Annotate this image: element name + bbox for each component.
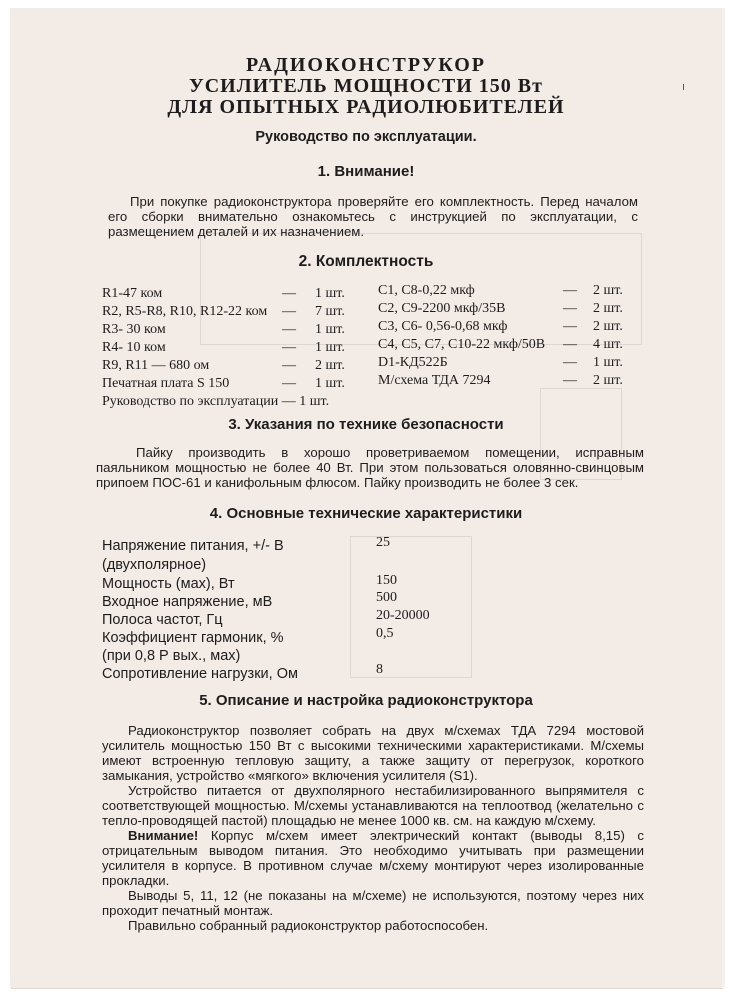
section-5-paragraph: Правильно собранный радиоконструктор работоспособен. bbox=[128, 918, 489, 933]
component-dash: — bbox=[563, 373, 577, 388]
component-name: C4, C5, C7, C10-22 мкф/50В bbox=[378, 337, 546, 352]
component-name: М/схема ТДА 7294 bbox=[378, 373, 491, 388]
spec-value: 150 bbox=[376, 573, 397, 588]
section-2-title: 2. Комплектность bbox=[298, 253, 434, 270]
component-dash: — bbox=[282, 376, 296, 391]
spec-value: 25 bbox=[376, 535, 390, 550]
component-name: R9, R11 — 680 ом bbox=[102, 358, 210, 373]
spec-label: (двухполярное) bbox=[102, 557, 207, 573]
component-dash: — bbox=[282, 304, 296, 319]
section-4-title: 4. Основные технические характеристики bbox=[209, 505, 523, 522]
component-qty: 1 шт. bbox=[315, 340, 345, 355]
page-edge bbox=[722, 8, 725, 988]
component-name: C2, C9-2200 мкф/35В bbox=[378, 301, 506, 316]
component-qty: 1 шт. bbox=[315, 286, 345, 301]
spec-label: Мощность (мах), Вт bbox=[102, 576, 235, 592]
warning-text: Корпус м/схем имеет электрический контакт (выводы 8,15) с отрицательным выводом питания. Это необходимо учитывать при размещении усилителя в корпусе. В противном случае м/схему монтируют через изолированные прокладки. bbox=[102, 828, 644, 888]
component-name: C3, C6- 0,56-0,68 мкф bbox=[378, 319, 508, 334]
section-5-text bbox=[102, 723, 644, 933]
component-dash: — bbox=[563, 319, 577, 334]
component-qty: 7 шт. bbox=[315, 304, 345, 319]
component-dash: — bbox=[563, 283, 577, 298]
component-name: C1, C8-0,22 мкф bbox=[378, 283, 475, 298]
spec-value: 500 bbox=[376, 590, 397, 605]
section-1-text bbox=[108, 194, 638, 239]
section-1-title: 1. Внимание! bbox=[317, 163, 415, 180]
document-title bbox=[10, 55, 722, 118]
component-name: R1-47 ком bbox=[102, 286, 163, 301]
section-5-paragraph: Выводы 5, 11, 12 (не показаны на м/схеме) не используются, поэтому через них проходит печатный монтаж. bbox=[102, 888, 644, 918]
manual-count-line: Руководство по эксплуатации — 1 шт. bbox=[102, 394, 330, 409]
spec-label: Входное напряжение, мВ bbox=[102, 594, 273, 610]
component-name: R4- 10 ком bbox=[102, 340, 166, 355]
component-name: R3- 30 ком bbox=[102, 322, 166, 337]
component-qty: 2 шт. bbox=[315, 358, 345, 373]
component-dash: — bbox=[282, 358, 296, 373]
title-line-1: РАДИОКОНСТРУКОР bbox=[245, 54, 487, 76]
component-qty: 2 шт. bbox=[593, 283, 623, 298]
component-qty: 2 шт. bbox=[593, 373, 623, 388]
spec-label: Сопротивление нагрузки, Ом bbox=[102, 666, 298, 682]
section-5-paragraph: Устройство питается от двухполярного нестабилизированного выпрямителя с соответствующей мощностью. М/схемы устанавливаются на теплоотвод (желательно с тепло-проводящей пастой) площадью не менее 1000 кв. см. на каждую м/схему. bbox=[102, 783, 644, 828]
section-5-paragraph: Радиоконструктор позволяет собрать на двух м/схемах ТДА 7294 мостовой усилитель мощностью 150 Вт с высокими техническими характеристиками. М/схемы имеют встроенную тепловую защиту, а также защиту от перегрузок, короткого замыкания, устройство «мягкого» включения усилителя (S1). bbox=[102, 723, 644, 783]
component-dash: — bbox=[563, 337, 577, 352]
title-line-2: УСИЛИТЕЛЬ МОЩНОСТИ 150 Вт bbox=[189, 75, 543, 97]
component-dash: — bbox=[563, 355, 577, 370]
component-dash: — bbox=[282, 322, 296, 337]
section-3-text bbox=[96, 445, 644, 490]
component-dash: — bbox=[563, 301, 577, 316]
component-name: R2, R5-R8, R10, R12-22 ком bbox=[102, 304, 268, 319]
component-name: Печатная плата S 150 bbox=[102, 376, 230, 391]
spec-label: Полоса частот, Гц bbox=[102, 612, 223, 628]
spec-value: 8 bbox=[376, 662, 383, 677]
show-through-trace bbox=[350, 536, 472, 678]
title-line-3: ДЛЯ ОПЫТНЫХ РАДИОЛЮБИТЕЛЕЙ bbox=[167, 96, 565, 118]
component-qty: 1 шт. bbox=[315, 376, 345, 391]
warning-label: Внимание! bbox=[128, 828, 199, 843]
spec-label: Напряжение питания, +/- В bbox=[102, 538, 284, 554]
spec-value: 0,5 bbox=[376, 626, 394, 641]
component-dash: — bbox=[282, 286, 296, 301]
spec-value: 20-20000 bbox=[376, 608, 430, 623]
spec-label: Коэффициент гармоник, % bbox=[102, 630, 284, 646]
section-3-paragraph: Пайку производить в хорошо проветриваемом помещении, исправным паяльником мощностью не более 40 Вт. При этом пользоваться оловянно-свинцовым припоем ПОС-61 и канифольным флюсом. Пайку производить не более 3 сек. bbox=[96, 445, 644, 490]
section-5-title: 5. Описание и настройка радиоконструктора bbox=[199, 692, 533, 709]
component-qty: 2 шт. bbox=[593, 319, 623, 334]
manual-heading: Руководство по эксплуатации. bbox=[255, 129, 477, 145]
component-qty: 1 шт. bbox=[315, 322, 345, 337]
section-5-paragraph bbox=[102, 828, 644, 888]
document-sheet bbox=[10, 8, 722, 988]
component-qty: 1 шт. bbox=[593, 355, 623, 370]
spec-label: (при 0,8 Р вых., мах) bbox=[102, 648, 241, 664]
scan-mark bbox=[683, 84, 684, 90]
component-dash: — bbox=[282, 340, 296, 355]
component-qty: 4 шт. bbox=[593, 337, 623, 352]
component-name: D1-КД522Б bbox=[378, 355, 448, 370]
section-3-title: 3. Указания по технике безопасности bbox=[228, 416, 504, 433]
component-qty: 2 шт. bbox=[593, 301, 623, 316]
section-1-paragraph: При покупке радиоконструктора проверяйте его комплектность. Перед началом его сборки внимательно ознакомьтесь с инструкцией по эксплуатации, с размещением деталей и их назначением. bbox=[108, 194, 638, 239]
